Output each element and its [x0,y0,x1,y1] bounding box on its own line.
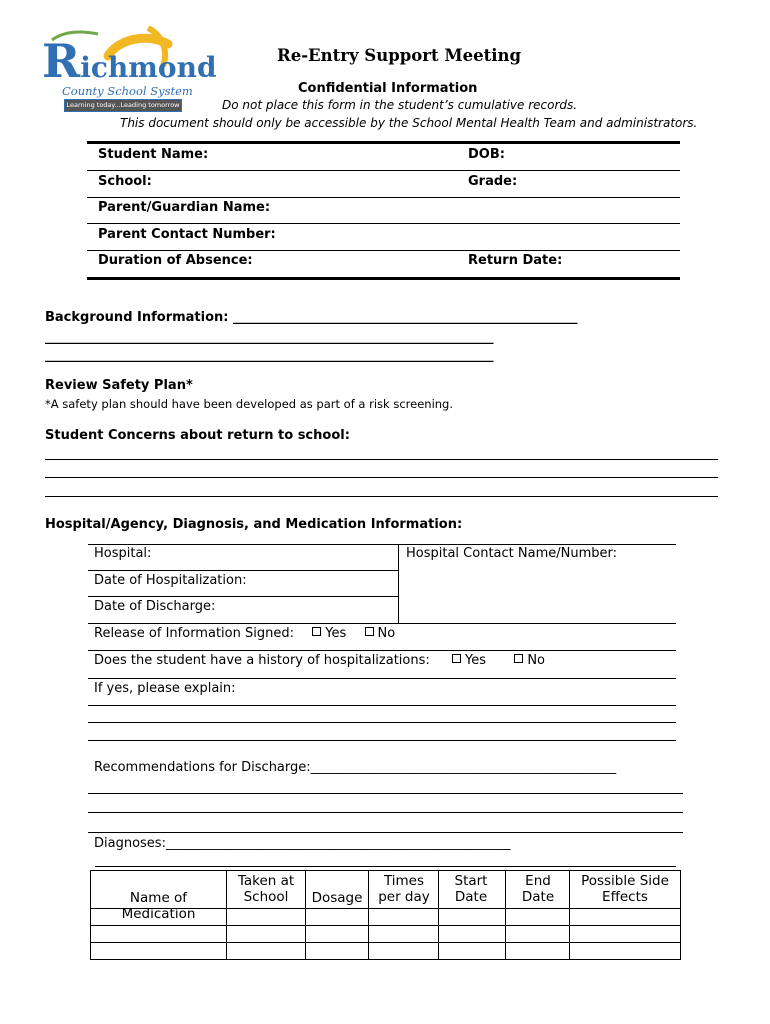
hospital-row-line [88,596,398,597]
history-label: Does the student have a history of hospitalizations: [94,653,430,668]
release-no-checkbox[interactable] [365,627,374,636]
background-line-3: _____________________________________________________________________ [45,348,494,363]
background-line: _____________________________________________________ [233,310,578,325]
student-name-label: Student Name: [98,147,209,162]
concerns-line [45,477,718,478]
background-label: Background Information: [45,310,234,325]
concerns-line [45,496,718,497]
med-col-divider [368,870,369,960]
med-row-line [90,942,681,943]
recommendations-line [88,812,683,813]
med-header-dosage: Dosage [311,890,363,906]
release-label: Release of Information Signed: [94,626,294,641]
safety-plan-heading: Review Safety Plan* [45,378,193,393]
student-box-bottom-border [87,277,680,280]
student-box-divider [87,250,680,251]
med-header-times: Times per day [378,873,430,905]
date-hospitalization-label: Date of Hospitalization: [94,573,247,588]
diagnoses-line: _____________________________________________________ [165,836,511,851]
release-yes-label: Yes [325,626,347,641]
history-no-checkbox[interactable] [514,654,523,663]
hospital-box-divider [398,544,399,623]
diagnoses-line [95,866,676,867]
med-row-line [90,925,681,926]
student-box-divider [87,170,680,171]
history-yes-label: Yes [465,653,487,668]
hospital-row-line [88,678,676,679]
med-header-end: End Date [521,873,555,905]
history-no-label: No [527,653,546,668]
confidential-heading: Confidential Information [298,81,478,96]
concerns-heading: Student Concerns about return to school: [45,428,350,443]
hospital-row-line [88,650,676,651]
recommendations-line [88,832,683,833]
notice-cumulative: Do not place this form in the student’s cumulative records. [222,98,578,112]
logo-tagline: Learning today...Leading tomorrow [64,99,182,112]
med-col-divider [438,870,439,960]
notice-access: This document should only be accessible by the School Mental Health Team and administrators. [120,116,698,130]
date-discharge-label: Date of Discharge: [94,599,216,614]
recommendations-line: _______________________________________________ [310,760,617,775]
med-col-divider [505,870,506,960]
logo-name: ichmond [80,51,217,84]
logo-subtitle: County School System [62,84,193,98]
med-header-start: Start Date [454,873,488,905]
history-yes-checkbox[interactable] [452,654,461,663]
dob-label: DOB: [468,147,505,162]
med-col-divider [305,870,306,960]
med-header-side-effects: Possible Side Effects [581,873,669,905]
grade-label: Grade: [468,174,518,189]
hospital-heading: Hospital/Agency, Diagnosis, and Medication Information: [45,517,463,532]
student-box-top-border [87,141,680,144]
recommendations-row [94,760,679,775]
return-date-label: Return Date: [468,253,563,268]
explain-line [88,705,676,706]
page-title: Re-Entry Support Meeting [277,46,522,65]
parent-contact-label: Parent Contact Number: [98,227,276,242]
hospital-row-line [88,570,398,571]
background-line-2: _____________________________________________________________________ [45,330,494,345]
hospital-box-top [88,544,676,545]
parent-name-label: Parent/Guardian Name: [98,200,271,215]
school-label: School: [98,174,152,189]
logo [38,26,217,116]
explain-label: If yes, please explain: [94,681,236,696]
hospital-contact-label: Hospital Contact Name/Number: [406,546,617,561]
safety-plan-note: *A safety plan should have been developed as part of a risk screening. [45,397,454,411]
history-row [94,653,545,668]
diagnoses-row [94,836,679,851]
diagnoses-label: Diagnoses: [94,836,166,851]
explain-line [88,722,676,723]
hospital-row-line [88,623,676,624]
med-header-taken: Taken at School [237,873,295,905]
release-yes-checkbox[interactable] [312,627,321,636]
med-col-divider [569,870,570,960]
explain-line [88,740,676,741]
med-col-divider [226,870,227,960]
logo-letter-r: R [42,34,81,88]
student-box-divider [87,223,680,224]
release-no-label: No [377,626,396,641]
hospital-label: Hospital: [94,546,152,561]
concerns-line [45,459,718,460]
recommendations-label: Recommendations for Discharge: [94,760,311,775]
student-box-divider [87,197,680,198]
release-row [94,626,395,641]
med-header-name: Name of Medication [121,890,196,922]
duration-label: Duration of Absence: [98,253,253,268]
background-info [45,310,578,325]
recommendations-line [88,793,683,794]
